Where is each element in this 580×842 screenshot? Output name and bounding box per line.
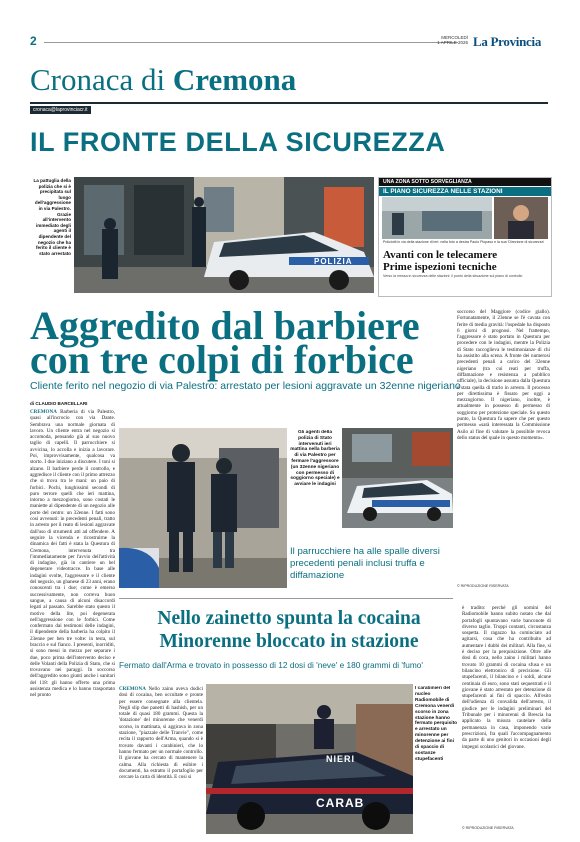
date-day: 1 APRILE 2026 bbox=[437, 40, 468, 45]
sidebar-headline-line2: Prime ispezioni tecniche bbox=[383, 260, 497, 273]
main-photo-car bbox=[342, 428, 453, 528]
car-lettering-side: CARAB bbox=[316, 796, 365, 810]
sidebar-box bbox=[378, 177, 552, 297]
page-number: 2 bbox=[30, 34, 37, 48]
main-story-col3: soccorso del Maggiore (codice giallo). Fortunatamente, il 23enne se l'è cavata con ferite di media gravità: l'ospedale ha disposto 6 giorni di prognosi. Nel frattempo, l'aggressore è stato portato in Questura per procedere con le indagini, mentre la Polizia di Stato raccoglieva le testimonianze di chi ha assistito alla scena. A fronte dei numerosi precedenti penali a carico del 32enne nigeriano (tra cui reati per truffa, diffamazione e resistenza a pubblico ufficiale), la decisione assunta dalla Questura è stata quella di trarlo in arresto. Il processo per direttissima è fissato per oggi a mezzogiorno. Il nigeriano, inoltre, è attualmente in possesso di permesso di soggiorno per protezione speciale. Su questo punto, la Questura fa sapere che per questo permesso «sarà interessata la Commissione Asilo al fine di valutare la possibile revoca dello status del quale in questo momento». bbox=[457, 309, 550, 441]
carabinieri-car-illustration bbox=[206, 684, 413, 834]
second-signature: © RIPRODUZIONE RISERVATA bbox=[462, 826, 514, 830]
second-story-col1 bbox=[119, 686, 203, 834]
second-photo-carabinieri bbox=[206, 684, 413, 834]
section-rule bbox=[30, 102, 548, 104]
top-photo-caption: La pattuglia della polizia che si è precipitata sul luogo dell'aggressione in via Palestro. Grazie all'intervento immediato degli agenti il dipendente del negozio che ha ferito il cliente è stato arrestato bbox=[33, 178, 71, 256]
banner-title: IL FRONTE DELLA SICUREZZA bbox=[30, 127, 446, 157]
police-scene-illustration bbox=[74, 177, 374, 293]
sidebar-headline-line1: Avanti con le telecamere bbox=[383, 249, 498, 261]
main-col1-text: Barberia di via Palestro, quasi all'incrocio con via Dante. Sembrava una normale giornata di lavoro. Un cliente entra nel negozio si accomoda, pensando già al suo nuovo taglio di capelli. Il parrucchiere si avvicina, lo accolla e inizia a lavorare. Poi, improvvisamente, qualcosa va storto. I due iniziano a discutere. I toni si alzano. Il barbiere perde il controllo, e aggredisce il cliente con il primo attrezzo che si trova tra le mani: un paio di forbici. Pochi, lunghissimi secondi di puro terrore quelli che ieri mattina, intorno a mezzogiorno, sono costati le maniette al dipendente di un negozio alle porte del centro: un 32enne. I fatti sono cosi avvenuti: in precedenti penali, tratto in arresto per il reato di lesioni aggravate dall'uso di strumenti atti ad offendere. A seguire la vicenda e ricostruirne la dinamica dei fatti è stata la Questura di Cremona, intervenuta tra l'immediatamente per l'avvio dell'attività di indagine, già in cantiere un bel degenerare videotracce. In base alle indagini svolte, l'aggressore e il cliente del negozio, un ghanese di 23 anni, erano conoscenti tra i due; come è emerso successivamente, non correva buon sangue, a causa di alcuni disaccordi legati al passato. Sarebbe stato questo il motivo della lite, poi degenerata nell'aggressione con le forbici. Come confermato dai testimoni delle indagini, il dipendente della barberia ha colpito il 23enne per ben tre volte: in testa, sul braccio e sul fianco. I presenti, inorriditi, si sono messi in mezzo per separare i due, poco prima dell'intervento deciso e delle Volanti della Polizia di Stato, che si trovavano nei paraggi. In soccorso dell'aggredito sono giunti anche i sanitari del 118: gli hanno offerto una prima assistenza medica e lo hanno trasportato nel pronto bbox=[30, 409, 115, 699]
main-story-col1 bbox=[30, 409, 115, 833]
second-col1-text: Nello zaino aveva dodici dosi di cocaina, ben occultate e pronte per essere consegnate alla clientela. Negli slip due panetti di hashish, per un totale di quasi 180 grammi. Questa la 'dotazione' del minorenne che venerdì scorso, in mattinata, si aggirava in zona stazione, "piazzale delle Tranvie", come recita il rapporto dell'Arma, quando si è trovato davanti i carabinieri, che lo hanno fermato per un normale controllo. Il giovane ha cercato di mantenere la calma. Alla richiesta di esibire i documenti, ha estratto il portafoglio per cercare la carta di identità. E così si bbox=[119, 686, 203, 781]
section-title-light: Cronaca di bbox=[30, 62, 166, 97]
main-photo-officers bbox=[119, 428, 287, 588]
sidebar-photo-caption: Poliziotti in via della stazione di ieri: nella foto a destra Paolo Piopaso e la sua 'Direzione di sicurezza' bbox=[383, 240, 545, 244]
main-pullquote: Il parrucchiere ha alle spalle diversi precedenti penali inclusi truffa e diffamazione bbox=[290, 546, 440, 581]
main-dateline: CREMONA bbox=[30, 409, 57, 415]
main-photo-caption: Gli agenti della polizia di Stato intervenuti ieri mattina nella barberia di via Palestro per fermare l'aggressore (un 32enne nigeriano con permesso di soggiorno speciale) e avviare le indagini bbox=[290, 430, 340, 488]
second-dateline: CREMONA bbox=[119, 686, 146, 692]
issue-date bbox=[418, 35, 468, 45]
section-title bbox=[30, 63, 296, 97]
sidebar-photos bbox=[382, 197, 548, 239]
section-title-bold: Cremona bbox=[172, 62, 297, 97]
second-headline bbox=[119, 607, 459, 653]
sidebar-title: IL PIANO SICUREZZA NELLE STAZIONI bbox=[379, 187, 551, 196]
second-photo-caption: I carabinieri del nucleo Radiomobile di Cremona venerdì scorso in zona stazione hanno fermato perquisito e arrestato un minorenne per detenzione ai fini di spaccio di sostanze stupefacenti bbox=[415, 686, 458, 762]
second-story-rule bbox=[119, 598, 453, 599]
second-headline-line1: Nello zainetto spunta la cocaina bbox=[157, 608, 421, 629]
sidebar-summary: Verso la messa in sicurezza delle stazioni: il punto della situazione sul piano di controllo bbox=[383, 274, 523, 278]
main-byline: di CLAUDIO BARCELLARI bbox=[30, 401, 88, 406]
car-lettering: POLIZIA bbox=[314, 257, 353, 266]
sidebar-kicker: UNA ZONA SOTTO SORVEGLIANZA bbox=[379, 178, 551, 186]
masthead-logo: La Provincia bbox=[473, 34, 542, 49]
second-story-col3: è tradito: perché gli uomini del Radiomobile hanno subito notato che dal portafogli spuntavano varie banconote di diverso taglio. Troppi contanti, circostanza sospetta. Il ragazzo ha cominciato ad agitarsi, cosa che ha contribuito ad aumentare i dubbi dei militari. Alla fine, si è deciso per la perquisizione. Oltre alle dosi di coca, nello zaino i militari hanno trovato 10 grammi di cocaina sfusa e un bilancino elettronico di precisione. Gli stupefacenti, il bilancino e i soldi, alcune centinaia di euro, sono stati sequestrati e il giovane è stato arrestato per detenzione di stupefacenti ai fini di spaccio. All'esito dell'udienza di convalida dell'arresto, il giudice per le indagini preliminari del Tribunale per i minorenni di Brescia ha applicato la misura cautelare della permanenza in casa, imponendo varie prescrizioni, fra quali l'accompagnamento da parte di uno genitori in occasioni degli impegni scolastici del giovane. bbox=[462, 605, 551, 750]
police-car-illustration bbox=[342, 428, 453, 528]
car-lettering-top: NIERI bbox=[326, 754, 356, 764]
section-email[interactable]: cronaca@laprovinciacr.it bbox=[30, 106, 91, 114]
main-headline bbox=[30, 303, 420, 382]
main-subhead: Cliente ferito nel negozio di via Palestro: arrestato per lesioni aggravate un 32enne nigeriano bbox=[30, 380, 461, 392]
second-headline-line2: Minorenne bloccato in stazione bbox=[159, 631, 419, 652]
top-photo bbox=[74, 177, 374, 293]
sidebar-headline bbox=[379, 249, 551, 273]
header-rule bbox=[44, 42, 458, 43]
officers-illustration bbox=[119, 428, 287, 588]
main-headline-line1: Aggredito dal barbiere bbox=[30, 303, 420, 348]
main-headline-line2: con tre colpi di forbice bbox=[30, 337, 414, 382]
main-signature: © RIPRODUZIONE RISERVATA bbox=[457, 584, 509, 588]
date-weekday: MERCOLEDÌ bbox=[441, 35, 468, 40]
second-subhead: Fermato dall'Arma e trovato in possesso di 12 dosi di 'neve' e 180 grammi di 'fumo' bbox=[119, 660, 423, 670]
sidebar-photo-illustration bbox=[382, 197, 548, 239]
